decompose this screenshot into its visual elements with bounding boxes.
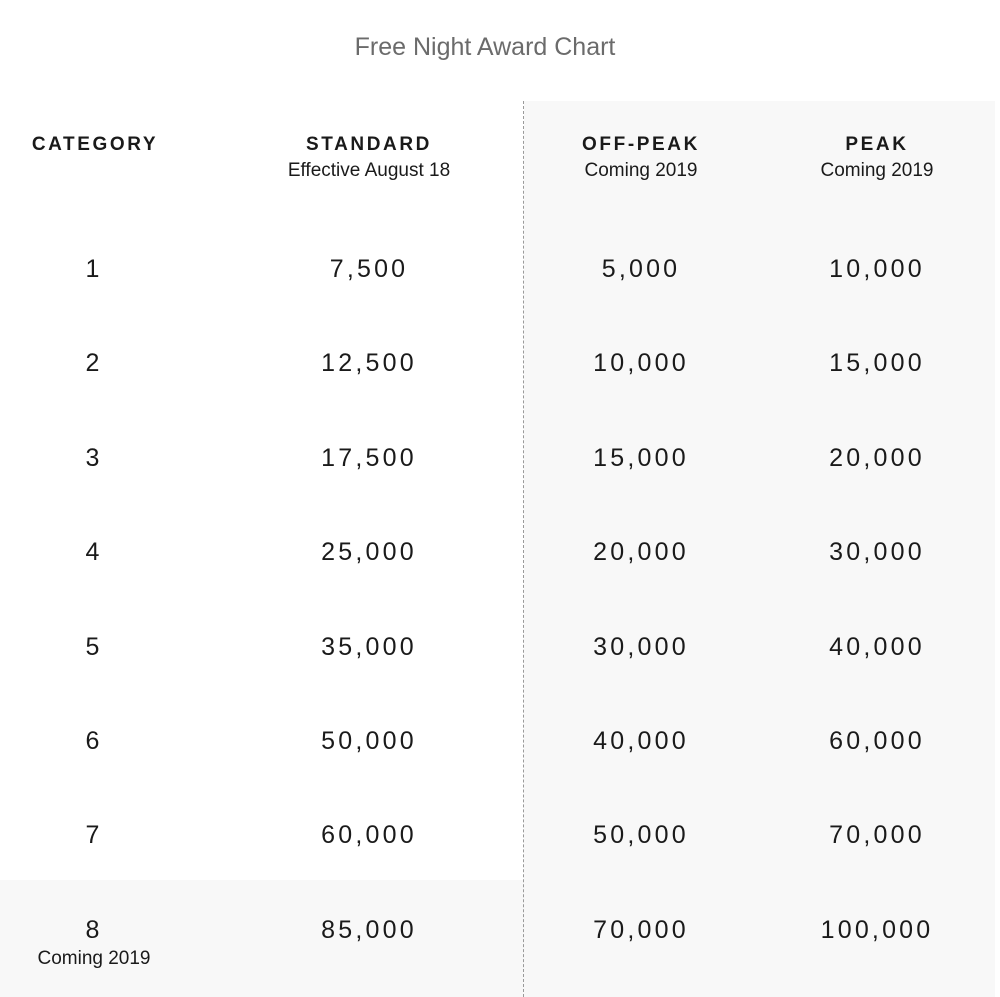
category-note: Coming 2019 (37, 947, 151, 969)
peak-cell: 60,000 (829, 727, 925, 755)
header-standard-sublabel: Effective August 18 (287, 160, 451, 181)
header-off-peak-sublabel: Coming 2019 (584, 160, 698, 181)
peak-cell: 40,000 (829, 632, 925, 661)
header-peak-label: PEAK (845, 134, 909, 155)
category-cell: 4 (85, 538, 103, 567)
standard-cell: 7,500 (329, 255, 409, 283)
standard-cell: 12,500 (321, 349, 417, 378)
category-cell: 7 (85, 821, 103, 850)
standard-cell: 25,000 (321, 538, 417, 567)
category-cell: 1 (85, 255, 103, 283)
header-off-peak (511, 134, 771, 182)
peak-cell: 100,000 (820, 915, 934, 944)
chart-title: Free Night Award Chart (354, 33, 616, 61)
standard-cell: 60,000 (321, 821, 417, 850)
standard-cell: 17,500 (321, 443, 417, 472)
off-peak-cell: 70,000 (593, 915, 689, 944)
header-off-peak-label: OFF-PEAK (582, 134, 700, 155)
off-peak-cell: 15,000 (593, 443, 689, 472)
category-cell: 2 (85, 349, 103, 378)
peak-cell: 15,000 (829, 349, 925, 378)
off-peak-cell: 20,000 (593, 538, 689, 567)
category-cell: 6 (85, 727, 103, 755)
category-cell: 5 (85, 632, 103, 661)
standard-cell: 35,000 (321, 632, 417, 661)
off-peak-cell: 5,000 (601, 255, 681, 283)
category-cell: 3 (85, 443, 103, 472)
header-peak-sublabel: Coming 2019 (820, 160, 934, 181)
standard-cell: 85,000 (321, 915, 417, 944)
header-standard-label: STANDARD (306, 134, 432, 155)
category-cell: 8 (85, 915, 103, 944)
peak-cell: 70,000 (829, 821, 925, 850)
header-peak (747, 134, 1000, 182)
header-standard (239, 134, 499, 182)
off-peak-cell: 10,000 (593, 349, 689, 378)
header-category-label: CATEGORY (31, 134, 159, 155)
off-peak-cell: 30,000 (593, 632, 689, 661)
peak-cell: 30,000 (829, 538, 925, 567)
off-peak-cell: 50,000 (593, 821, 689, 850)
header-category (0, 134, 225, 156)
standard-cell: 50,000 (321, 727, 417, 755)
peak-cell: 20,000 (829, 443, 925, 472)
peak-cell: 10,000 (829, 255, 925, 283)
off-peak-cell: 40,000 (593, 727, 689, 755)
